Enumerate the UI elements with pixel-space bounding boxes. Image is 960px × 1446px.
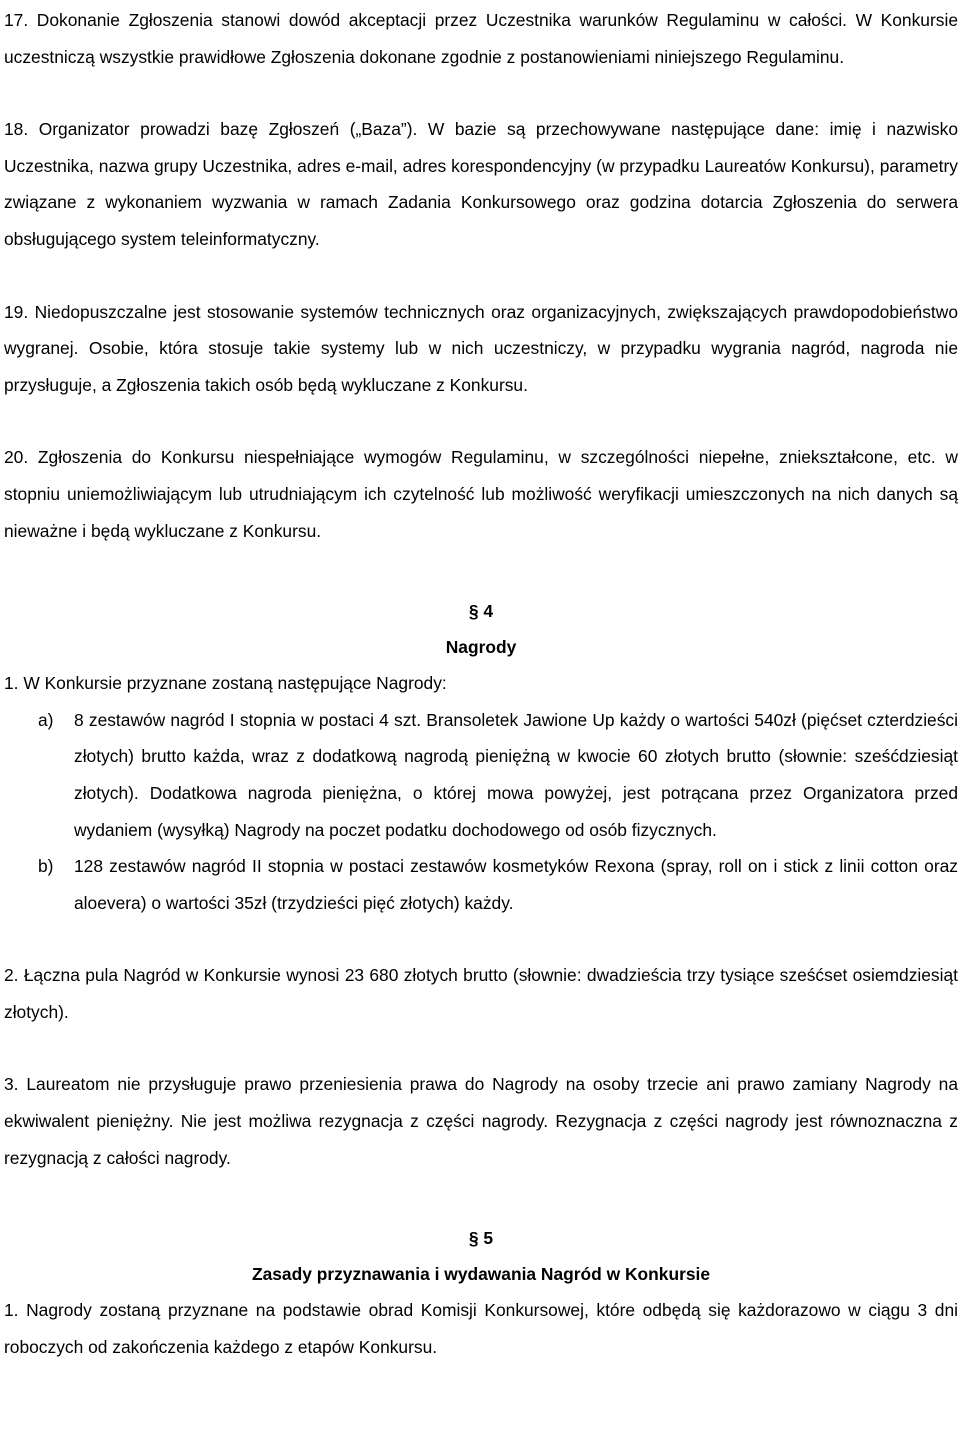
section-4-paragraph-2: 2. Łączna pula Nagród w Konkursie wynosi 23 680 złotych brutto (słownie: dwadzieścia trzy tysiące sześćset osiemdziesiąt złotych). [4, 965, 958, 1022]
section-4-paragraph-3: 3. Laureatom nie przysługuje prawo przeniesienia prawa do Nagrody na osoby trzecie ani prawo zamiany Nagrody na ekwiwalent pieniężny. Nie jest możliwa rezygnacja z części nagrody. Rezygnacja z części nagrody jest równoznaczna z rezygnacją z całości nagrody. [4, 1074, 958, 1168]
section-4-title: Nagrody [445, 637, 517, 658]
list-item-text: 128 zestawów nagród II stopnia w postaci zestawów kosmetyków Rexona (spray, roll on i stick z linii cotton oraz aloevera) o wartości 35zł (trzydzieści pięć złotych) każdy. [74, 856, 958, 913]
section-5-heading [4, 1220, 958, 1292]
section-4-number: § 4 [468, 601, 494, 622]
list-marker: a) [38, 709, 54, 730]
list-marker: b) [38, 856, 54, 877]
list-item-text: 8 zestawów nagród I stopnia w postaci 4 szt. Bransoletek Jawione Up każdy o wartości 540zł (pięćset czterdzieści złotych) brutto każda, wraz z dodatkową nagrodą pieniężną w kwocie 60 złotych brutto (słownie: sześćdziesiąt złotych). Dodatkowa nagroda pieniężna, o której mowa powyżej, jest potrącana przez Organizatora przed wydaniem (wysyłką) Nagrody na poczet podatku dochodowego od osób fizycznych. [74, 709, 958, 840]
section-5-paragraph-1: 1. Nagrody zostaną przyznane na podstawie obrad Komisji Konkursowej, które odbędą się każdorazowo w ciągu 3 dni roboczych od zakończenia każdego z etapów Konkursu. [4, 1300, 958, 1357]
paragraph-18: 18. Organizator prowadzi bazę Zgłoszeń („Baza”). W bazie są przechowywane następujące dane: imię i nazwisko Uczestnika, nazwa grupy Uczestnika, adres e-mail, adres korespondencyjny (w przypadku Laureatów Konkursu), parametry związane z wykonaniem wyzwania w ramach Zadania Konkursowego oraz godzina dotarcia Zgłoszenia do serwera obsługującego system teleinformatyczny. [4, 119, 958, 249]
section-5-number: § 5 [468, 1228, 494, 1249]
paragraph-19: 19. Niedopuszczalne jest stosowanie systemów technicznych oraz organizacyjnych, zwiększających prawdopodobieństwo wygranej. Osobie, która stosuje takie systemy lub w nich uczestniczy, w przypadku wygrania nagród, nagroda nie przysługuje, a Zgłoszenia takich osób będą wykluczane z Konkursu. [4, 301, 958, 395]
section-4-heading [4, 593, 958, 665]
paragraph-20: 20. Zgłoszenia do Konkursu niespełniające wymogów Regulaminu, w szczególności niepełne, zniekształcone, etc. w stopniu uniemożliwiającym lub utrudniającym ich czytelność lub możliwość weryfikacji umieszczonych na nich danych są nieważne i będą wykluczane z Konkursu. [4, 447, 958, 541]
section-5-title: Zasady przyznawania i wydawania Nagród w Konkursie [251, 1264, 711, 1285]
prize-list-item-a [4, 702, 958, 848]
paragraph-17: 17. Dokonanie Zgłoszenia stanowi dowód akceptacji przez Uczestnika warunków Regulaminu w całości. W Konkursie uczestniczą wszystkie prawidłowe Zgłoszenia dokonane zgodnie z postanowieniami niniejszego Regulaminu. [4, 10, 958, 67]
prize-list-item-b [4, 848, 958, 921]
section-4-paragraph-1: 1. W Konkursie przyznane zostaną następujące Nagrody: [4, 673, 447, 694]
